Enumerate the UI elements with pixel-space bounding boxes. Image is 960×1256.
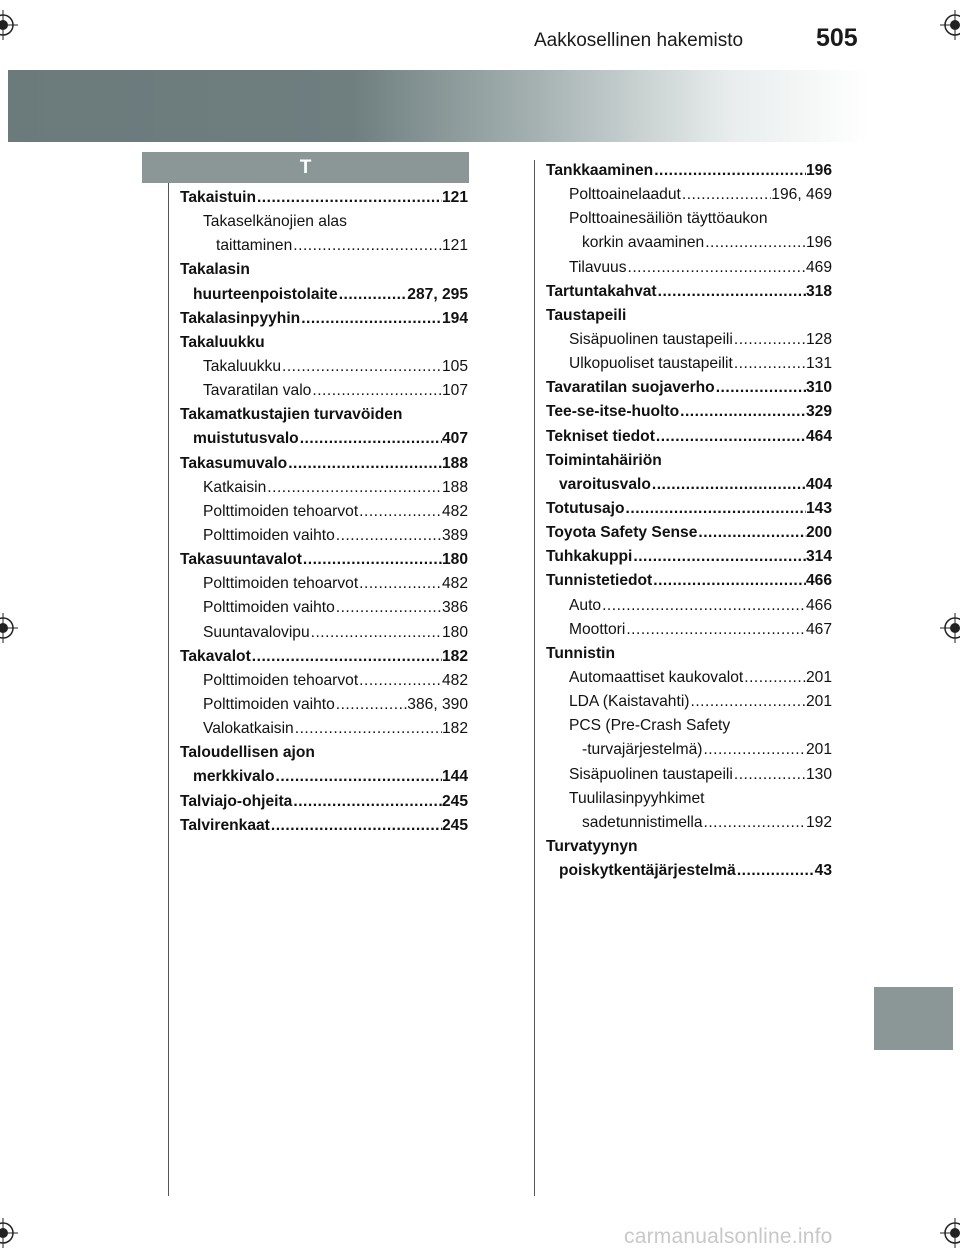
dot-leader (251, 645, 442, 669)
index-entry (180, 814, 468, 838)
index-entry (180, 693, 468, 717)
index-entry (180, 283, 468, 307)
index-entry-page: 196, 469 (771, 186, 832, 204)
dot-leader (689, 690, 805, 714)
index-entry-page: 245 (441, 816, 468, 834)
index-entry-page: 201 (805, 693, 832, 711)
index-entry-label: Auto (569, 596, 602, 614)
dot-leader (632, 545, 806, 569)
index-entry-page: 464 (805, 427, 832, 445)
index-entry-page: 121 (441, 189, 468, 206)
index-entry-label: Polttimoiden vaihto (203, 695, 335, 713)
index-entry-page: 194 (441, 309, 468, 327)
index-entry-page: 182 (441, 720, 468, 738)
index-entry-label: Automaattiset kaukovalot (569, 668, 744, 686)
dot-leader (625, 618, 806, 642)
index-entry (180, 355, 468, 379)
index-entry (180, 645, 468, 669)
index-entry-page: 329 (805, 403, 832, 421)
dot-leader (733, 352, 806, 376)
index-entry (180, 765, 468, 789)
index-entry-label: Takaluukku (203, 357, 282, 375)
index-entry-page: 143 (805, 499, 832, 517)
dot-leader (302, 548, 442, 572)
index-entry-label: Tunnistin (546, 644, 615, 662)
index-entry (546, 666, 832, 690)
index-entry (546, 738, 832, 762)
index-entry-label: Tuulilasinpyyhkimet (569, 789, 705, 807)
dot-leader (294, 717, 442, 741)
index-entry-page: 482 (441, 575, 468, 593)
index-entry-label: muistutusvalo (193, 430, 299, 448)
index-entry (546, 714, 832, 738)
index-entry (180, 210, 468, 234)
index-entry (180, 258, 468, 282)
index-entry-page: 107 (441, 382, 468, 400)
index-entry-page: 467 (805, 620, 832, 638)
index-entry-label: Takaluukku (180, 333, 265, 351)
index-entry (180, 452, 468, 476)
index-entry-label: Taustapeili (546, 306, 627, 324)
index-entry (546, 763, 832, 787)
index-entry-label: Katkaisin (203, 478, 267, 496)
index-entry-label: Takalasin (180, 261, 250, 279)
index-entry-page: 407 (441, 430, 468, 448)
index-entry (180, 186, 468, 210)
index-entry-label: Moottori (569, 620, 626, 638)
index-entry-label: taittaminen (216, 237, 293, 255)
dot-leader (358, 669, 442, 693)
left-column-rule (168, 183, 169, 1196)
index-entry-label: Tuhkakuppi (546, 548, 633, 566)
page-number: 505 (816, 24, 858, 52)
index-entry-page: 310 (805, 379, 832, 397)
index-entry-label: Takaselkänojien alas (203, 213, 347, 231)
index-entry-page: 200 (805, 524, 832, 542)
dot-leader (358, 572, 442, 596)
index-entry-label: Talviajo-ohjeita (180, 792, 293, 810)
index-entry (546, 159, 832, 183)
dot-leader (358, 500, 442, 524)
index-entry-page: 192 (805, 813, 832, 831)
dot-leader (715, 376, 806, 400)
index-entry-label: Turvatyynyn (546, 837, 638, 855)
index-entry-page: 182 (441, 647, 468, 665)
dot-leader (338, 283, 408, 307)
index-entry (546, 835, 832, 859)
index-entry (180, 621, 468, 645)
index-entry-label: Takalasinpyyhin (180, 309, 301, 327)
index-entry (546, 449, 832, 473)
index-entry-label: Polttimoiden tehoarvot (203, 502, 359, 520)
index-entry (180, 790, 468, 814)
index-entry-page: 201 (805, 741, 832, 759)
index-entry-page: 196 (805, 162, 832, 179)
index-entry-page: 180 (441, 551, 468, 569)
index-entry-label: Tankkaaminen (546, 162, 654, 179)
index-entry (546, 594, 832, 618)
index-entry-page: 131 (805, 355, 832, 373)
index-entry (546, 280, 832, 304)
index-entry-label: Tartuntakahvat (546, 282, 657, 300)
index-entry-label: Tunnistetiedot (546, 572, 653, 590)
dot-leader (335, 693, 408, 717)
dot-leader (335, 524, 442, 548)
index-entry-page: 105 (441, 357, 468, 375)
dot-leader (736, 859, 815, 883)
dot-leader (627, 256, 806, 280)
registration-mark-middle-left (0, 613, 18, 643)
dot-leader (266, 476, 442, 500)
index-entry (180, 717, 468, 741)
dot-leader (681, 183, 771, 207)
registration-mark-middle-right (940, 613, 960, 643)
dot-leader (311, 379, 442, 403)
index-entry-page: 180 (441, 623, 468, 641)
dot-leader (653, 159, 806, 183)
index-entry-page: 469 (805, 258, 832, 276)
index-entry (180, 572, 468, 596)
index-entry (546, 521, 832, 545)
dot-leader (300, 307, 442, 331)
index-column-left (180, 186, 468, 838)
index-entry (180, 307, 468, 331)
index-entry-label: Tekniset tiedot (546, 427, 655, 445)
index-entry-label: huurteenpoistolaite (193, 285, 338, 303)
index-entry-label: Polttoainesäiliön täyttöaukon (569, 210, 768, 228)
dot-leader (733, 328, 806, 352)
index-entry-label: LDA (Kaistavahti) (569, 693, 690, 711)
index-entry-page: 482 (441, 671, 468, 689)
index-entry (180, 234, 468, 258)
dot-leader (655, 425, 806, 449)
index-entry-page: 245 (441, 792, 468, 810)
index-entry-page: 128 (805, 330, 832, 348)
index-entry (546, 304, 832, 328)
index-entry-label: sadetunnistimella (582, 813, 703, 831)
dot-leader (270, 814, 442, 838)
index-entry-label: Takaistuin (180, 189, 256, 206)
index-entry-label: Sisäpuolinen taustapeili (569, 330, 733, 348)
index-entry (180, 548, 468, 572)
index-entry-page: 43 (814, 862, 832, 880)
index-entry-label: Polttimoiden vaihto (203, 526, 335, 544)
index-entry (546, 787, 832, 811)
index-entry-label: Talvirenkaat (180, 816, 270, 834)
dot-leader (625, 497, 806, 521)
index-entry (180, 331, 468, 355)
index-entry-page: 188 (441, 454, 468, 472)
section-letter: T (299, 156, 312, 178)
dot-leader (733, 763, 806, 787)
dot-leader (256, 186, 442, 210)
dot-leader (703, 811, 806, 835)
index-entry-label: Polttimoiden vaihto (203, 599, 335, 617)
header-banner (8, 70, 870, 142)
registration-mark-top-left (0, 10, 18, 40)
index-entry (546, 183, 832, 207)
dot-leader (310, 621, 442, 645)
index-entry (180, 476, 468, 500)
chapter-side-tab (874, 987, 953, 1050)
dot-leader (679, 400, 806, 424)
index-entry (180, 524, 468, 548)
index-entry-label: Polttimoiden tehoarvot (203, 671, 359, 689)
registration-mark-top-right (940, 10, 960, 40)
index-column-right (546, 159, 832, 883)
index-entry-page: 121 (441, 237, 468, 255)
index-entry (546, 690, 832, 714)
index-entry-page: 482 (441, 502, 468, 520)
header-title: Aakkosellinen hakemisto (534, 30, 744, 51)
index-entry-label: PCS (Pre-Crash Safety (569, 717, 731, 735)
index-entry-page: 196 (805, 234, 832, 252)
index-entry-page: 386 (441, 599, 468, 617)
dot-leader (292, 234, 442, 258)
index-entry-label: korkin avaaminen (582, 234, 705, 252)
index-entry (180, 500, 468, 524)
index-entry (546, 473, 832, 497)
index-entry-label: Takasumuvalo (180, 454, 288, 472)
right-column-rule (534, 160, 535, 1196)
index-entry-label: merkkivalo (193, 768, 275, 786)
registration-mark-bottom-right (940, 1218, 960, 1248)
index-entry-label: Toimintahäiriön (546, 451, 662, 469)
index-entry (546, 328, 832, 352)
index-entry (546, 618, 832, 642)
index-entry (180, 741, 468, 765)
index-entry-page: 386, 390 (407, 695, 468, 713)
index-entry-page: 188 (441, 478, 468, 496)
index-entry-page: 466 (805, 596, 832, 614)
index-entry (546, 642, 832, 666)
watermark: carmanualsonline.info (624, 1225, 833, 1248)
index-entry (180, 403, 468, 427)
index-entry (546, 400, 832, 424)
index-entry-label: Sisäpuolinen taustapeili (569, 765, 733, 783)
index-entry (546, 811, 832, 835)
index-entry-label: Tavaratilan valo (203, 382, 312, 400)
index-entry-label: Takamatkustajien turvavöiden (180, 406, 403, 424)
index-entry (546, 425, 832, 449)
index-entry-page: 130 (805, 765, 832, 783)
index-entry-label: Tee-se-itse-huolto (546, 403, 680, 421)
index-entry-page: 389 (441, 526, 468, 544)
dot-leader (275, 765, 442, 789)
index-entry-label: -turvajärjestelmä) (582, 741, 703, 759)
index-entry-label: poiskytkentäjärjestelmä (559, 862, 736, 880)
index-entry (546, 545, 832, 569)
index-entry (546, 859, 832, 883)
index-entry (546, 231, 832, 255)
index-entry-label: Takasuuntavalot (180, 551, 302, 569)
section-letter-tab (142, 152, 469, 183)
index-entry (180, 596, 468, 620)
index-entry-page: 318 (805, 282, 832, 300)
dot-leader (281, 355, 442, 379)
dot-leader (292, 790, 442, 814)
dot-leader (743, 666, 806, 690)
index-entry-label: Tavaratilan suojaverho (546, 379, 715, 397)
index-entry-page: 287, 295 (407, 285, 468, 303)
index-entry-page: 314 (805, 548, 832, 566)
dot-leader (651, 473, 806, 497)
index-entry-label: Suuntavalovipu (203, 623, 310, 641)
index-entry-label: Takavalot (180, 647, 251, 665)
index-entry-label: Toyota Safety Sense (546, 524, 698, 542)
registration-mark-bottom-left (0, 1218, 18, 1248)
index-entry (180, 669, 468, 693)
dot-leader (704, 231, 806, 255)
dot-leader (657, 280, 806, 304)
index-entry (546, 256, 832, 280)
index-entry-label: Taloudellisen ajon (180, 744, 315, 762)
index-entry-page: 144 (441, 768, 468, 786)
index-entry-page: 466 (805, 572, 832, 590)
index-entry (546, 207, 832, 231)
index-entry (546, 497, 832, 521)
index-entry-page: 201 (805, 668, 832, 686)
index-entry (180, 427, 468, 451)
dot-leader (287, 452, 442, 476)
index-entry (180, 379, 468, 403)
index-entry (546, 569, 832, 593)
index-entry-label: Ulkopuoliset taustapeilit (569, 355, 733, 373)
index-entry-page: 404 (805, 475, 832, 493)
index-entry-label: Polttimoiden tehoarvot (203, 575, 359, 593)
dot-leader (335, 596, 442, 620)
dot-leader (299, 427, 442, 451)
index-entry (546, 352, 832, 376)
index-entry-label: Totutusajo (546, 499, 625, 517)
index-entry-label: Valokatkaisin (203, 720, 294, 738)
dot-leader (702, 738, 806, 762)
dot-leader (697, 521, 806, 545)
index-entry-label: Tilavuus (569, 258, 627, 276)
index-entry-label: Polttoainelaadut (569, 186, 681, 204)
index-entry (546, 376, 832, 400)
index-entry-label: varoitusvalo (559, 475, 651, 493)
dot-leader (601, 594, 806, 618)
dot-leader (652, 569, 806, 593)
